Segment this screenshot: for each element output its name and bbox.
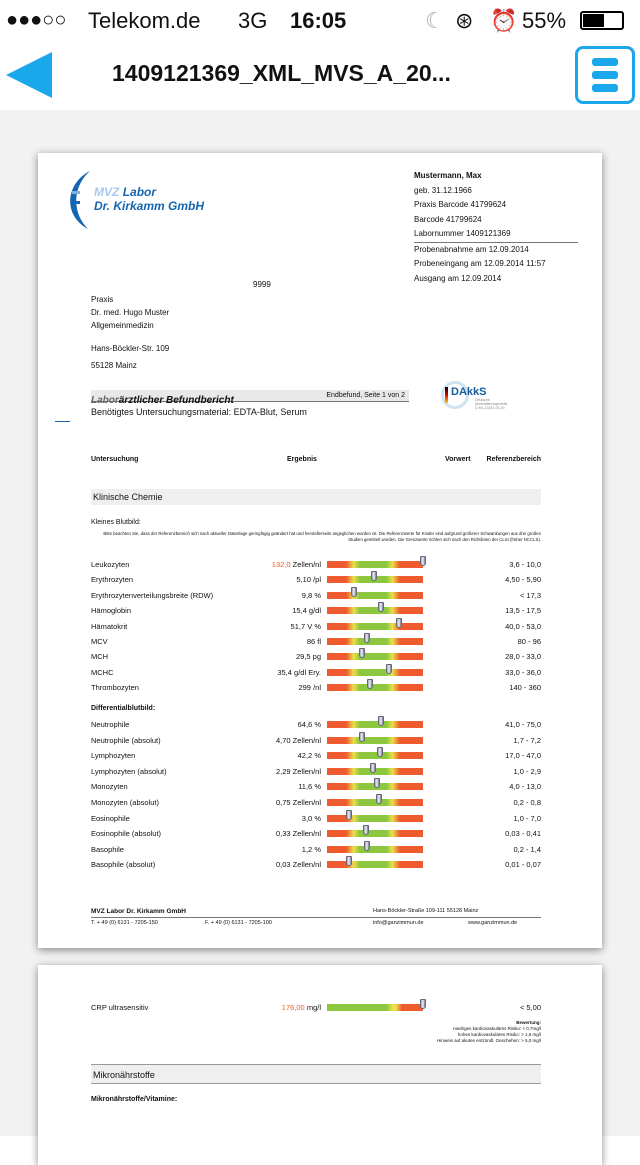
reference-range: 140 - 360	[509, 683, 541, 693]
rotation-lock-icon: ⊛	[455, 8, 474, 33]
result-unit: /nl	[310, 683, 321, 693]
header-test: Untersuchung	[91, 456, 139, 463]
result-value: 4,70	[275, 735, 291, 745]
range-gauge	[327, 638, 423, 645]
header-reference: Referenzbereich	[486, 456, 541, 463]
reference-range: 0,03 - 0,41	[505, 829, 541, 839]
range-gauge	[327, 783, 423, 790]
logo-labor: Labor	[122, 185, 157, 199]
result-unit: /pl	[310, 575, 321, 585]
result-value: 42,2	[297, 751, 313, 761]
report-issued: Ausgang am 12.09.2014	[414, 273, 502, 283]
gauge-marker	[371, 571, 377, 581]
gauge-marker	[359, 732, 365, 742]
reference-range: 4,0 - 13,0	[509, 782, 541, 792]
barcode: Barcode 41799624	[414, 214, 482, 224]
result-unit: %	[312, 720, 321, 729]
test-name: CRP ultrasensitiv	[91, 1003, 149, 1012]
test-name: Leukozyten	[91, 560, 130, 569]
result-value: 2,29	[275, 766, 291, 776]
reference-range: 3,6 - 10,0	[509, 560, 541, 569]
test-result	[302, 591, 321, 600]
test-result	[276, 829, 321, 838]
gauge-marker	[346, 810, 352, 820]
range-gauge	[327, 653, 423, 660]
result-value: 3,0	[301, 813, 313, 823]
result-row	[91, 780, 541, 794]
test-result	[296, 652, 321, 661]
result-row	[91, 827, 541, 841]
menu-button[interactable]	[575, 46, 635, 104]
reference-range: 13,5 - 17,5	[505, 606, 541, 616]
test-name: Basophile (absolut)	[91, 860, 156, 870]
reference-range: 28,0 - 33,0	[505, 652, 541, 662]
gauge-marker	[351, 587, 357, 597]
report-status: Endbefund, Seite 1 von 2	[326, 392, 405, 399]
result-unit: Zellen/nl	[290, 735, 321, 745]
praxis-code: 9999	[253, 280, 271, 289]
reference-range: 1,0 - 2,9	[513, 766, 541, 776]
network-type: 3G	[238, 8, 268, 33]
result-row	[91, 765, 541, 779]
margin-mark	[55, 421, 70, 422]
group-differentialblutbild: Differentialblutbild:	[91, 705, 156, 712]
status-bar	[0, 0, 640, 40]
dakks-line: Akkreditierungsstelle	[475, 402, 508, 406]
result-value: 64,6	[297, 720, 313, 729]
result-value: 1,2	[301, 844, 313, 854]
crp-rating	[91, 1020, 541, 1044]
test-name: MCV	[91, 637, 108, 646]
sample-received: Probeneingang am 12.09.2014 11:57	[414, 259, 546, 268]
test-name: Erythrozyten	[91, 575, 134, 585]
result-row	[91, 858, 541, 872]
gauge-marker	[346, 856, 352, 866]
result-unit: %	[312, 782, 321, 792]
result-row	[91, 796, 541, 810]
test-result	[302, 845, 321, 854]
gauge-marker	[378, 716, 384, 726]
recipient-address	[91, 293, 169, 372]
gauge-marker	[364, 633, 370, 643]
report-title-bar	[91, 390, 409, 406]
test-result	[276, 798, 321, 807]
result-row	[91, 666, 541, 680]
result-value: 9,8	[301, 590, 313, 600]
gauge-marker	[420, 556, 426, 566]
test-result	[298, 720, 321, 729]
test-result	[302, 814, 321, 823]
test-result	[307, 637, 321, 646]
result-value: 86	[306, 637, 316, 646]
test-result	[277, 668, 321, 677]
gauge-marker	[396, 618, 402, 628]
result-row	[91, 1001, 541, 1015]
rating-title: Bewertung:	[516, 1020, 541, 1025]
result-row	[91, 681, 541, 695]
dakks-logo	[441, 381, 541, 413]
range-gauge	[327, 799, 423, 806]
sample-taken: Probenabnahme am 12.09.2014	[414, 244, 529, 254]
footer-address: Hans-Böckler-Straße 109-111 55128 Mainz	[373, 908, 479, 914]
result-value: 0,03	[275, 860, 291, 870]
test-name: Hämoglobin	[91, 606, 132, 616]
range-gauge	[327, 684, 423, 691]
range-gauge	[327, 669, 423, 676]
result-unit: Zellen/nl	[290, 766, 321, 776]
gauge-marker	[374, 778, 380, 788]
test-result	[291, 622, 321, 631]
reference-range: 40,0 - 53,0	[505, 621, 541, 631]
gauge-marker	[378, 602, 384, 612]
result-row	[91, 558, 541, 572]
result-row	[91, 749, 541, 763]
gauge-marker	[420, 999, 426, 1009]
report-title-a: Labor	[91, 395, 119, 406]
gauge-marker	[367, 679, 373, 689]
document-title: 1409121369_XML_MVS_A_20...	[112, 60, 451, 86]
labornummer: Labornummer 1409121369	[414, 227, 578, 243]
test-result	[272, 560, 321, 569]
test-result	[282, 1003, 321, 1012]
reference-range: 41,0 - 75,0	[505, 720, 541, 729]
range-gauge	[327, 815, 423, 822]
gauge-marker	[364, 841, 370, 851]
range-gauge	[327, 752, 423, 759]
moon-icon: ☾	[425, 8, 445, 33]
range-gauge	[327, 607, 423, 614]
page-2	[38, 965, 602, 1165]
footer-web: www.ganzimmun.de	[468, 920, 518, 926]
test-name: Monozyten	[91, 782, 128, 792]
reference-note: Bitte beachten Sie, dass der Referenzbereich sich nach aktueller Datenlage geringfügig geändert hat und herstellerseits angeglichen worden ist. Die Referenzwerte für Kinder sind aufgrund größerer Schwankungen aus drei großen Studien gemittelt worden. Die Grenzwerte richten sich nach den Richtlinien der CLSI (früher NCCLS).	[103, 531, 541, 542]
page-1	[38, 153, 602, 948]
section-mikronaehrstoffe: Mikronährstoffe	[91, 1064, 541, 1084]
test-name: Monozyten (absolut)	[91, 798, 159, 807]
range-gauge	[327, 623, 423, 630]
range-gauge	[327, 768, 423, 775]
range-gauge	[327, 830, 423, 837]
group-kleines-blutbild: Kleines Blutbild:	[91, 519, 141, 526]
address-line: Praxis	[91, 295, 114, 304]
reference-range: 1,7 - 7,2	[513, 735, 541, 745]
range-gauge	[327, 846, 423, 853]
result-row	[91, 650, 541, 664]
dakks-name: DAkkS	[451, 386, 487, 398]
battery-percent: 55%	[522, 8, 567, 33]
result-row	[91, 635, 541, 649]
footer-email: info@ganzimmun.de	[373, 920, 424, 926]
reference-range: < 5,00	[519, 1003, 541, 1012]
reference-range: < 17,3	[519, 590, 541, 600]
group-vitamine: Mikronährstoffe/Vitamine:	[91, 1096, 178, 1103]
test-name: Eosinophile	[91, 813, 130, 823]
result-unit: fl	[315, 637, 321, 646]
gauge-marker	[377, 747, 383, 757]
test-name: Basophile	[91, 844, 124, 854]
range-gauge	[327, 721, 423, 728]
reference-range: 17,0 - 47,0	[505, 751, 541, 761]
reference-range: 0,2 - 1,4	[513, 844, 541, 854]
range-gauge	[327, 592, 423, 599]
range-gauge	[327, 861, 423, 868]
gauge-marker	[359, 648, 365, 658]
alarm-icon: ⏰	[490, 8, 518, 33]
result-value: 5,10	[296, 575, 311, 585]
gauge-marker	[370, 763, 376, 773]
range-gauge	[327, 561, 423, 568]
result-value: 299	[298, 683, 311, 693]
address-line: Dr. med. Hugo Muster	[91, 308, 170, 317]
result-unit: Zellen/nl	[290, 560, 321, 569]
range-gauge	[327, 1004, 423, 1011]
result-unit: g/dl	[306, 606, 321, 616]
result-unit: %	[312, 751, 321, 761]
result-unit: pg	[310, 652, 321, 662]
test-result	[296, 575, 321, 584]
reference-range: 0,2 - 0,8	[513, 798, 541, 807]
birth-date: geb. 31.12.1966	[414, 185, 472, 195]
result-unit: mg/l	[304, 1003, 321, 1012]
dakks-line: Deutsche	[475, 398, 490, 402]
nav-bar	[0, 40, 640, 110]
result-value: 11,6	[298, 782, 313, 792]
back-triangle-icon[interactable]	[6, 52, 52, 98]
test-result	[276, 736, 321, 745]
praxis-barcode: Praxis Barcode 41799624	[414, 200, 507, 209]
result-row	[91, 812, 541, 826]
result-value: 51,7	[290, 621, 306, 631]
result-value: 29,5	[295, 652, 311, 662]
test-name: Neutrophile	[91, 720, 130, 729]
logo-company: Dr. Kirkamm GmbH	[94, 199, 205, 213]
result-value: 0,75	[275, 798, 291, 807]
test-result	[298, 751, 321, 760]
result-unit: Zellen/nl	[290, 798, 321, 807]
report-title-b: ärztlicher Befundbericht	[118, 395, 234, 406]
result-value: 132,0	[271, 560, 291, 569]
test-name: MCH	[91, 652, 109, 662]
address-line: Allgemeinmedizin	[91, 321, 154, 330]
result-row	[91, 718, 541, 732]
rating-line: hohes kardiovaskuläres Risiko: > 1,9 mg/l	[457, 1032, 541, 1037]
sample-material: Benötigtes Untersuchungsmaterial: EDTA-Blut, Serum	[91, 407, 307, 417]
footer-phone: T. + 49 (0) 6131 - 7205-150	[91, 920, 158, 926]
test-result	[298, 782, 321, 791]
address-street: Hans-Böckler-Str. 109	[91, 344, 170, 353]
test-name: Neutrophile (absolut)	[91, 735, 161, 745]
result-value: 176,00	[281, 1003, 305, 1012]
result-unit: %	[312, 844, 321, 854]
footer-line1	[91, 908, 541, 918]
test-result	[298, 683, 321, 692]
reference-range: 33,0 - 36,0	[505, 667, 541, 677]
patient-info	[414, 169, 578, 286]
result-row	[91, 620, 541, 634]
header-result: Ergebnis	[287, 456, 317, 463]
address-city: 55128 Mainz	[91, 361, 137, 370]
footer-fax: F. + 49 (0) 6131 - 7205-100	[205, 920, 272, 926]
result-row	[91, 604, 541, 618]
reference-range: 4,50 - 5,90	[505, 575, 541, 585]
test-result	[292, 606, 321, 615]
test-name: MCHC	[91, 667, 114, 677]
gauge-marker	[386, 664, 392, 674]
test-name: Erythrozytenverteilungsbreite (RDW)	[91, 590, 214, 600]
test-name: Thrombozyten	[91, 683, 139, 693]
result-unit: Zellen/nl	[290, 860, 321, 870]
test-name: Lymphozyten	[91, 751, 136, 761]
result-row	[91, 589, 541, 603]
range-gauge	[327, 576, 423, 583]
footer-company: MVZ Labor Dr. Kirkamm GmbH	[91, 908, 186, 915]
document-viewer[interactable]	[0, 110, 640, 1136]
result-unit: V %	[305, 621, 321, 631]
result-value: 35,4	[277, 667, 292, 677]
lab-logo	[64, 169, 254, 229]
test-name: Lymphozyten (absolut)	[91, 766, 167, 776]
reference-range: 80 - 96	[517, 637, 541, 646]
patient-name: Mustermann, Max	[414, 171, 482, 180]
result-value: 15,4	[292, 606, 307, 616]
test-name: Eosinophile (absolut)	[91, 829, 162, 839]
result-value: 0,33	[275, 829, 291, 839]
test-result	[276, 860, 321, 869]
logo-mvz: MVZ	[94, 185, 120, 199]
result-unit: Zellen/nl	[290, 829, 321, 839]
test-result	[276, 767, 321, 776]
result-row	[91, 734, 541, 748]
range-gauge	[327, 737, 423, 744]
reference-range: 1,0 - 7,0	[513, 813, 541, 823]
clock: 16:05	[290, 8, 347, 33]
result-unit: %	[312, 590, 321, 600]
carrier: Telekom.de	[88, 8, 201, 33]
dakks-line: D-ML-13151-01-00	[475, 406, 505, 410]
gauge-marker	[376, 794, 382, 804]
result-row	[91, 843, 541, 857]
section-klinische-chemie: Klinische Chemie	[91, 489, 541, 505]
signal-strength: ●●●○○	[6, 9, 67, 31]
battery-icon	[580, 11, 624, 30]
result-unit: %	[312, 813, 321, 823]
rating-line: Hinweis auf akutes entzündl. Geschehen: > 5,0 mg/l	[437, 1038, 541, 1043]
result-unit: g/dl Ery.	[291, 667, 321, 677]
test-name: Hämatokrit	[91, 621, 128, 631]
result-row	[91, 573, 541, 587]
header-previous: Vorwert	[445, 456, 471, 463]
rating-line: niedriges kardiovaskuläres Risiko: < 0,7mg/l	[453, 1026, 541, 1031]
gauge-marker	[363, 825, 369, 835]
reference-range: 0,01 - 0,07	[505, 860, 541, 870]
